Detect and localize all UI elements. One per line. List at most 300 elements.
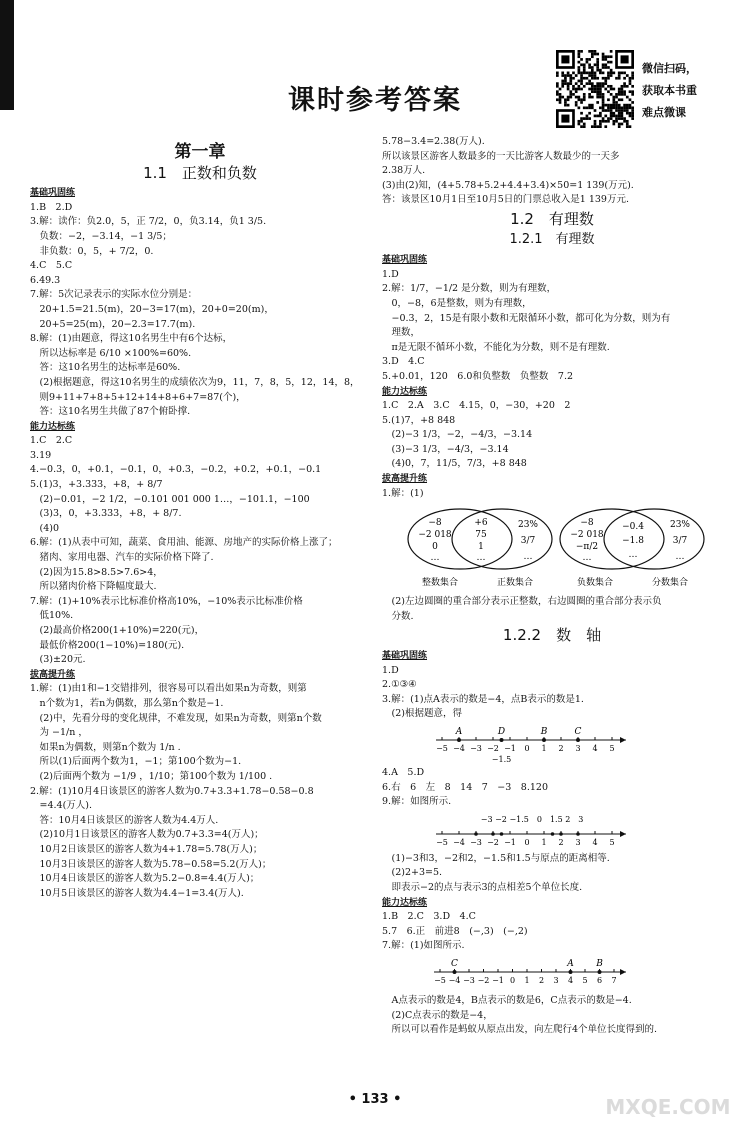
qr-module <box>588 106 591 109</box>
qr-module <box>610 112 613 115</box>
qr-module <box>594 125 597 128</box>
answer-line: (3)±20元. <box>30 654 86 666</box>
qr-module <box>607 77 610 80</box>
answer-line: 7.解：(1)如图所示. <box>382 940 465 952</box>
answer-line: (2)−3 1/3，−2，−4/3，−3.14 <box>382 429 533 441</box>
qr-module <box>618 115 621 118</box>
qr-module <box>629 125 632 128</box>
qr-module <box>561 80 564 83</box>
qr-module <box>556 82 559 85</box>
qr-module <box>599 123 602 126</box>
qr-module <box>578 106 581 109</box>
qr-module <box>588 74 591 77</box>
qr-module <box>596 58 599 61</box>
answer-line: (2)根据题意，得 <box>382 708 462 720</box>
left-answer-lines <box>30 186 370 901</box>
qr-module <box>612 96 615 99</box>
qr-module <box>615 93 618 96</box>
qr-module <box>602 104 605 107</box>
qr-module <box>599 72 602 75</box>
qr-code-icon <box>556 50 634 128</box>
answer-line: 则9+11+7+8+5+12+14+8+6+7=87(个)， <box>30 391 246 403</box>
qr-module <box>618 117 621 120</box>
qr-module <box>569 90 572 93</box>
qr-module <box>612 123 615 126</box>
qr-module <box>615 115 618 118</box>
venn-label: −0.4 <box>622 522 644 533</box>
qr-module <box>588 93 591 96</box>
answer-line: (4)0，7，11/5，7/3，+8 848 <box>382 458 527 470</box>
left-column <box>30 135 370 901</box>
qr-module <box>621 85 624 88</box>
tick-label: −4 <box>453 837 465 847</box>
qr-module <box>583 85 586 88</box>
right-intro-lines <box>382 135 722 208</box>
tick-label: 2 <box>538 975 545 985</box>
qr-module <box>591 55 594 58</box>
answer-block <box>382 852 722 954</box>
qr-caption-line: 微信扫码， <box>642 62 697 75</box>
answer-line: 所以可以看作是蚂蚁从原点出发，向左爬行4个单位长度得到的. <box>382 1024 658 1036</box>
qr-module <box>578 50 581 53</box>
qr-module <box>602 109 605 112</box>
qr-module <box>564 77 567 80</box>
qr-module <box>578 55 581 58</box>
answer-line: 所以该景区游客人数最多的一天比游客人数最少的一天多 <box>382 150 620 162</box>
qr-module <box>607 120 610 123</box>
tick-label: 1 <box>524 975 530 985</box>
tick-label: −3 <box>470 837 482 847</box>
qr-module <box>604 63 607 66</box>
qr-module <box>567 96 570 99</box>
qr-module <box>559 93 562 96</box>
venn-label: … <box>675 552 685 563</box>
qr-module <box>602 106 605 109</box>
qr-module <box>602 98 605 101</box>
qr-module <box>580 74 583 77</box>
answer-line: 5.(1)7，+8 848 <box>382 414 456 426</box>
answer-line: 如果n为偶数，则第n个数为 1/n . <box>30 741 181 753</box>
qr-module <box>586 106 589 109</box>
point-marker <box>576 738 580 742</box>
qr-module <box>588 117 591 120</box>
point-label: D <box>497 727 506 737</box>
qr-module <box>591 85 594 88</box>
qr-module <box>612 104 615 107</box>
qr-module <box>572 85 575 88</box>
qr-module <box>623 106 626 109</box>
qr-module <box>580 125 583 128</box>
qr-module <box>591 88 594 91</box>
answer-line: (2)中，先看分母的变化规律，不难发现，如果n为奇数，则第n个数 <box>30 712 322 724</box>
qr-module <box>621 112 624 115</box>
qr-module <box>564 82 567 85</box>
qr-module <box>631 90 634 93</box>
qr-module <box>599 120 602 123</box>
answer-line: 6.49.3 <box>30 274 61 286</box>
venn-label: 75 <box>475 530 487 541</box>
qr-module <box>596 82 599 85</box>
qr-module <box>580 98 583 101</box>
qr-module <box>591 82 594 85</box>
point-marker <box>551 832 555 836</box>
exercise-tier-label: 能力达标练 <box>30 421 76 432</box>
qr-module <box>599 106 602 109</box>
qr-module <box>615 104 618 107</box>
answer-line: (2)10月1日该景区的游客人数为0.7+3.3=4(万人)； <box>30 829 264 841</box>
qr-module <box>626 104 629 107</box>
answer-line: 10月2日该景区的游客人数为4+1.78=5.78(万人)； <box>30 843 263 855</box>
qr-module <box>556 93 559 96</box>
qr-module <box>615 96 618 99</box>
venn-label: … <box>628 550 638 561</box>
qr-module <box>594 109 597 112</box>
arrow-icon <box>620 831 626 837</box>
qr-module <box>591 53 594 56</box>
qr-module <box>610 85 613 88</box>
qr-module <box>588 82 591 85</box>
qr-module <box>561 82 564 85</box>
tick-label: 5 <box>582 975 588 985</box>
answer-line: 5.7 6.正 前进8 (−,3) (−,2) <box>382 925 528 937</box>
venn-label: … <box>523 552 533 563</box>
qr-module <box>626 120 629 123</box>
qr-module <box>610 74 613 77</box>
answer-line: 2.38万人. <box>382 165 426 177</box>
qr-module <box>610 69 613 72</box>
qr-module <box>580 82 583 85</box>
venn-label: 0 <box>432 542 438 553</box>
answer-line: (3)3，0，+3.333，+8，+ 8/7. <box>30 508 182 520</box>
answer-block <box>382 595 722 624</box>
qr-module <box>583 77 586 80</box>
qr-module <box>607 117 610 120</box>
qr-module <box>602 82 605 85</box>
tick-label: −2 <box>477 975 490 985</box>
answer-line: (2)后面两个数为 −1/9 ，1/10；第100个数为 1/100 . <box>30 770 273 782</box>
point-label: B <box>596 958 603 969</box>
venn-label: … <box>476 553 486 564</box>
venn-label: −8 <box>428 518 442 529</box>
qr-module <box>618 106 621 109</box>
qr-module <box>596 101 599 104</box>
qr-module <box>626 96 629 99</box>
qr-module <box>610 106 613 109</box>
qr-module <box>607 74 610 77</box>
qr-module <box>567 74 570 77</box>
qr-module <box>556 98 559 101</box>
venn-set-label: 整数集合 <box>421 578 459 589</box>
subsection-heading: 1.2.1 有理数 <box>509 231 595 247</box>
point-marker <box>542 738 546 742</box>
answer-line: −0.3，2，15是有限小数和无限循环小数，都可化为分数，则为有 <box>382 312 671 324</box>
qr-module <box>596 96 599 99</box>
qr-module <box>583 106 586 109</box>
qr-module <box>561 85 564 88</box>
qr-module <box>591 96 594 99</box>
qr-module <box>621 109 624 112</box>
qr-module <box>602 117 605 120</box>
qr-module <box>621 123 624 126</box>
qr-module <box>599 93 602 96</box>
qr-module <box>572 72 575 75</box>
qr-module <box>599 125 602 128</box>
qr-module <box>623 104 626 107</box>
qr-module <box>580 88 583 91</box>
arrow-icon <box>620 737 626 743</box>
qr-module <box>591 69 594 72</box>
qr-module <box>567 98 570 101</box>
qr-module <box>607 72 610 75</box>
qr-module <box>607 85 610 88</box>
venn-label: −π/2 <box>575 542 599 553</box>
qr-module <box>588 66 591 69</box>
qr-module <box>596 115 599 118</box>
tick-label: −3 <box>470 744 482 753</box>
point-label: B <box>540 727 548 737</box>
tick-label: −1 <box>504 744 516 753</box>
qr-caption-line: 获取本书重 <box>642 84 697 97</box>
qr-module <box>559 101 562 104</box>
qr-module <box>569 93 572 96</box>
qr-module <box>615 77 618 80</box>
venn-ellipse-positives <box>452 509 552 569</box>
answer-line: (2)最高价格200(1+10%)=220(元)， <box>30 625 205 636</box>
qr-module <box>615 106 618 109</box>
tick-label: −4 <box>448 975 461 985</box>
qr-module <box>602 85 605 88</box>
answer-block <box>382 766 722 810</box>
qr-module <box>612 120 615 123</box>
answer-line: 1.解：(1) <box>382 487 424 499</box>
point-marker <box>500 832 504 836</box>
answer-line: (1)−3和3，−2和2，−1.5和1.5与原点的距离相等. <box>382 852 610 864</box>
qr-module <box>618 104 621 107</box>
qr-module <box>569 74 572 77</box>
qr-module <box>621 106 624 109</box>
qr-module <box>591 50 594 53</box>
qr-module <box>618 88 621 91</box>
point-label: C <box>574 727 582 737</box>
qr-module <box>559 88 562 91</box>
qr-module <box>575 104 578 107</box>
qr-module <box>621 93 624 96</box>
qr-module <box>583 117 586 120</box>
qr-module <box>591 106 594 109</box>
qr-module <box>569 82 572 85</box>
answer-line: 10月4日该景区的游客人数为5.2−0.8=4.4(万人)； <box>30 873 260 885</box>
qr-module <box>631 93 634 96</box>
tick-label: −2 <box>487 744 499 753</box>
tick-label: −3 <box>463 975 475 985</box>
qr-module <box>578 69 581 72</box>
qr-module <box>629 115 632 118</box>
answer-line: 理数， <box>382 327 421 339</box>
qr-module <box>596 66 599 69</box>
tick-label: 5 <box>609 744 615 753</box>
qr-module <box>631 112 634 115</box>
qr-module <box>586 58 589 61</box>
tick-label: −5 <box>436 744 448 753</box>
number-line-2 <box>432 812 652 850</box>
answer-line: 6.解：(1)从表中可知，蔬菜、食用油、能源、房地产的实际价格上涨了； <box>30 537 338 549</box>
qr-module <box>623 85 626 88</box>
qr-module <box>602 93 605 96</box>
qr-module <box>629 104 632 107</box>
qr-module <box>591 66 594 69</box>
exercise-tier-label: 拔高提升练 <box>382 474 428 485</box>
venn-label: 23% <box>517 520 539 531</box>
qr-module <box>596 77 599 80</box>
qr-module <box>623 93 626 96</box>
answer-line: 7.解：(1)+10%表示比标准价格高10%，−10%表示比标准价格 <box>30 595 303 607</box>
qr-module <box>612 112 615 115</box>
answer-block <box>382 994 722 1038</box>
qr-module <box>580 72 583 75</box>
qr-module <box>602 55 605 58</box>
qr-module <box>561 96 564 99</box>
qr-module <box>602 53 605 56</box>
qr-module <box>626 112 629 115</box>
qr-module <box>621 115 624 118</box>
qr-module <box>583 98 586 101</box>
qr-module <box>586 72 589 75</box>
qr-module <box>575 96 578 99</box>
qr-module <box>631 85 634 88</box>
qr-module <box>556 85 559 88</box>
answer-line: 4.A 5.D <box>382 767 425 778</box>
qr-module <box>618 90 621 93</box>
venn-set-label: 分数集合 <box>651 578 689 589</box>
point-marker <box>453 970 457 974</box>
qr-module <box>596 63 599 66</box>
answer-line: 2.解：(1)10月4日该景区的游客人数为0.7+3.3+1.78−0.58−0.8 <box>30 785 314 797</box>
qr-module <box>580 80 583 83</box>
answer-block <box>382 649 722 722</box>
tick-label: 4 <box>592 744 598 753</box>
qr-module <box>629 98 632 101</box>
qr-module <box>588 72 591 75</box>
qr-module <box>583 93 586 96</box>
qr-module <box>621 72 624 75</box>
answer-line: (2)2+3=5. <box>382 867 443 879</box>
qr-module <box>623 77 626 80</box>
venn-label: 3/7 <box>672 536 688 547</box>
qr-module <box>599 112 602 115</box>
qr-module <box>586 115 589 118</box>
point-marker <box>491 832 495 836</box>
qr-module <box>618 123 621 126</box>
tick-label: 3 <box>575 744 581 753</box>
qr-module <box>594 50 597 53</box>
answer-line: 2.①③④ <box>382 679 417 691</box>
tick-label: 2 <box>558 837 564 847</box>
answer-block <box>382 253 722 501</box>
exercise-tier-label: 能力达标练 <box>382 386 428 397</box>
qr-module <box>583 72 586 75</box>
qr-module <box>621 88 624 91</box>
venn-diagram <box>400 505 720 591</box>
qr-module <box>618 98 621 101</box>
chapter-heading: 第一章 <box>174 142 226 162</box>
qr-module <box>578 61 581 64</box>
qr-module <box>596 90 599 93</box>
qr-module <box>588 50 591 53</box>
qr-module <box>629 77 632 80</box>
qr-module <box>604 77 607 80</box>
answer-line: 所以达标率是 6/10 ×100%=60%. <box>30 347 192 359</box>
qr-module <box>599 85 602 88</box>
answer-line: A点表示的数是4，B点表示的数是6，C点表示的数是−4. <box>382 994 632 1006</box>
tick-label: −4 <box>453 744 465 753</box>
qr-module <box>602 120 605 123</box>
point-marker <box>569 970 573 974</box>
point-label: A <box>455 727 463 737</box>
qr-module <box>612 106 615 109</box>
qr-module <box>578 96 581 99</box>
qr-module <box>594 77 597 80</box>
qr-module <box>583 96 586 99</box>
section-heading: 1.1 正数和负数 <box>143 163 257 182</box>
qr-module <box>604 58 607 61</box>
qr-module <box>588 63 591 66</box>
right-column <box>382 135 722 1038</box>
qr-module <box>588 104 591 107</box>
qr-module <box>599 82 602 85</box>
qr-module <box>610 104 613 107</box>
qr-module <box>578 72 581 75</box>
qr-module <box>594 88 597 91</box>
venn-label: 1 <box>478 542 484 553</box>
venn-label: … <box>430 553 440 564</box>
qr-module <box>610 72 613 75</box>
qr-module <box>580 120 583 123</box>
qr-module <box>631 117 634 120</box>
venn-label: … <box>582 553 592 564</box>
qr-module <box>588 80 591 83</box>
answer-line: (3)−3 1/3，−4/3，−3.14 <box>382 443 509 455</box>
qr-module <box>578 53 581 56</box>
qr-module <box>621 90 624 93</box>
tick-label: 3 <box>575 837 581 847</box>
qr-module <box>604 125 607 128</box>
qr-module <box>602 96 605 99</box>
qr-module <box>575 74 578 77</box>
qr-module <box>569 96 572 99</box>
qr-module <box>564 101 567 104</box>
point-marker <box>474 832 478 836</box>
qr-module <box>564 80 567 83</box>
qr-module <box>588 88 591 91</box>
qr-module <box>607 109 610 112</box>
qr-module <box>559 96 562 99</box>
qr-module <box>583 123 586 126</box>
qr-module <box>578 98 581 101</box>
exercise-tier-label: 基础巩固练 <box>382 255 428 266</box>
qr-module <box>578 80 581 83</box>
point-marker <box>598 970 602 974</box>
tick-label: 0 <box>509 975 516 985</box>
answer-line: 1.D <box>382 664 399 676</box>
qr-module <box>604 115 607 118</box>
venn-label: −2 018 <box>570 530 604 541</box>
qr-module <box>604 55 607 58</box>
subsection-heading: 1.2.2 数 轴 <box>502 626 602 645</box>
answer-line: 5.(1)3，+3.333，+8，+ 8/7 <box>30 479 163 491</box>
qr-module <box>626 109 629 112</box>
qr-module <box>621 117 624 120</box>
qr-module <box>594 123 597 126</box>
